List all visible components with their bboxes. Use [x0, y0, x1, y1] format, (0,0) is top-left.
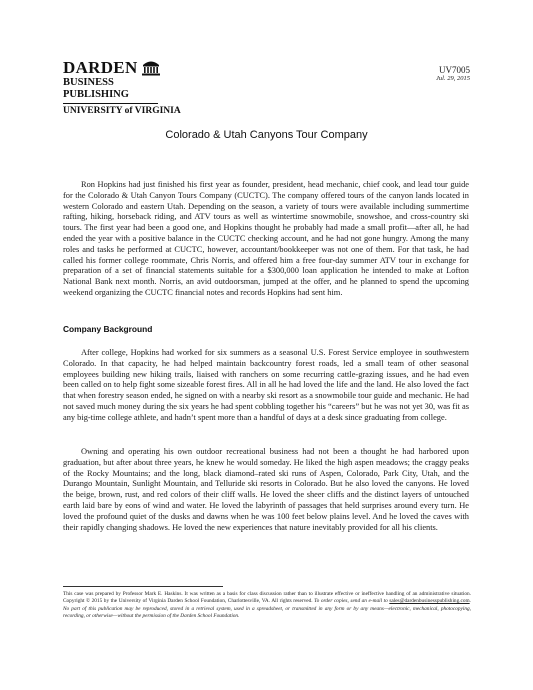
email-link[interactable]: sales@dardenbusinesspublishing.com: [389, 598, 470, 605]
footnote-text: This case was prepared by Professor Mark E. Haskins. It was written as a basis for class discussion rather than to illustrate effective or ineffective handling of an administrative situation. Copyright © 2015 by the University of Virginia Darden School Foundation, Charlottesville, VA. All rights reserved.: [63, 591, 471, 605]
logo-divider: [63, 103, 158, 104]
logo-darden-text: DARDEN: [63, 58, 138, 77]
rotunda-icon: [141, 58, 161, 76]
footnote-divider: [63, 586, 223, 587]
footnote-order-text: To order copies, send an e-mail to: [314, 598, 390, 605]
case-number: UV7005: [439, 65, 470, 75]
logo-university-text: UNIVERSITY of VIRGINIA: [63, 106, 181, 116]
background-paragraph-1: After college, Hopkins had worked for six summers as a seasonal U.S. Forest Service employee in southwestern Colorado. In that capacity, he had helped maintain backcountry forest roads, led a small team of other seasonal employees building new hiking trails, liaised with ranchers on some recurring cattle-grazing issues, and he had even been called on to help fight some sizeable forest fires. All in all he had loved the life and the land. He also loved the fact that when forestry season ended, he signed on with a nearby ski resort as a snowmobile tour guide and mechanic. He had not saved much money during the six years he had spent cobbling together his “careers” but he was not yet 30, was fit as any big-time college athlete, and hadn’t spent more than a handful of days at a desk since graduating from college.: [63, 348, 469, 422]
section-heading: Company Background: [63, 324, 153, 334]
logo-business-publishing-text: BUSINESS PUBLISHING: [63, 77, 129, 100]
footnote-copyright-text: . No part of this publication may be reproduced, stored in a retrieval system, used in a spreadsheet, or transmitted in any form or by any means—electronic, mechanical, photocopying, recording, or otherwise—without the permission of the Darden School Foundation.: [63, 598, 471, 620]
intro-paragraph: Ron Hopkins had just finished his first year as founder, president, head mechanic, chief cook, and lead tour guide for the Colorado & Utah Canyon Tours Company (CUCTC). The company offered tours of the canyon lands located in western Colorado and eastern Utah. Depending on the season, a variety of tours were available including summertime rafting, hiking, horseback riding, and ATV tours as well as wintertime snowmobile, snowshoe, and cross-country ski tours. The first year had been a good one, and Hopkins thought he probably had made a small profit—after all, he had ended the year with a positive balance in the CUCTC checking account, and he had not gone hungry. Among the many roles and tasks he performed at CUCTC, however, accountant/bookkeeper was not one of them. For that task, he had called his former college roommate, Chris Norris, and offered him a free four-day summer ATV tour in exchange for preparation of a set of financial statements suitable for a $300,000 loan application he intended to make at Lofton National Bank next month. Norris, an avid outdoorsman, jumped at the offer, and he planned to spend the upcoming weekend organizing the CUCTC financial notes and records Hopkins had sent him.: [63, 180, 469, 297]
case-title: Colorado & Utah Canyons Tour Company: [165, 129, 368, 141]
footnote: [63, 591, 471, 621]
background-paragraph-2: Owning and operating his own outdoor recreational business had not been a thought he had harbored upon graduation, but after about three years, he knew he would someday. He liked the high aspen meadows; the craggy peaks of the Rocky Mountains; and the long, black diamond–rated ski runs of Aspen, Colorado, Park City, Utah, and the Durango Mountain, Sunlight Mountain, and Telluride ski resorts in Colorado. But he also loved the canyons. He loved the beige, brown, rust, and red colors of their cliff walls. He loved the sheer cliffs and the distinct layers of untouched earth laid bare by eons of wind and water. He loved the labyrinth of passages that held surprises around every turn. He loved the profound quiet of the dusks and dawns when he was 100 feet below plains level. And he loved the caves with their rapidly changing shadows. He loved the new experiences that nature inevitably provided for all his clients.: [63, 447, 469, 532]
case-meta: [436, 65, 470, 83]
case-date: Jul. 29, 2015: [436, 75, 470, 82]
